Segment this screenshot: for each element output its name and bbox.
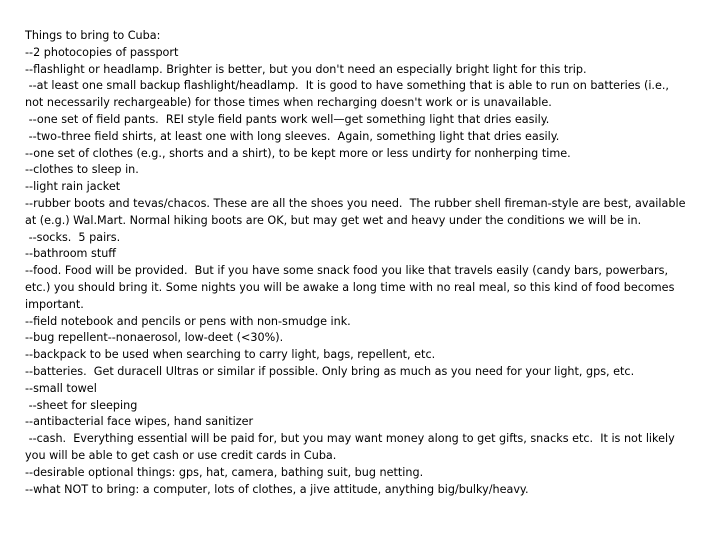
- list-item-towel: --small towel: [25, 381, 97, 395]
- list-item-optional: --desirable optional things: gps, hat, camera, bathing suit, bug netting.: [25, 465, 424, 479]
- list-item-backpack: --backpack to be used when searching to carry light, bags, repellent, etc.: [25, 348, 436, 362]
- list-item-wipes: --antibacterial face wipes, hand sanitizer: [25, 415, 254, 429]
- list-item-clothes: --one set of clothes (e.g., shorts and a shirt), to be kept more or less undirty for nonherping time.: [25, 146, 571, 160]
- list-item-food: --food. Food will be provided. But if you have some snack food you like that travels easily (candy bars, powerbars, etc.) you should bring it. Some nights you will be awake a long time with no real meal, so this kind of food becomes important.: [25, 264, 678, 311]
- list-item-sleep-clothes: --clothes to sleep in.: [25, 163, 139, 177]
- list-item-batteries: --batteries. Get duracell Ultras or similar if possible. Only bring as much as you need for your light, gps, etc.: [25, 364, 635, 378]
- list-item-flashlight: --flashlight or headlamp. Brighter is better, but you don't need an especially bright light for this trip.: [25, 62, 587, 76]
- list-item-sheet: --sheet for sleeping: [25, 398, 138, 412]
- list-item-notebook: --field notebook and pencils or pens with non-smudge ink.: [25, 314, 351, 328]
- list-item-boots: --rubber boots and tevas/chacos. These are all the shoes you need. The rubber shell fireman-style are best, available at (e.g.) Wal.Mart. Normal hiking boots are OK, but may get wet and heavy under the conditions we will be in.: [25, 196, 690, 227]
- list-item-field-pants: --one set of field pants. REI style field pants work well—get something light that dries easily.: [25, 112, 550, 126]
- list-title: Things to bring to Cuba:: [25, 29, 161, 42]
- list-item-backup-flashlight: --at least one small backup flashlight/headlamp. It is good to have something that is able to run on batteries (i.e., not necessarily rechargeable) for those times when recharging doesn't work or is unavailable.: [25, 79, 673, 110]
- list-item-rain-jacket: --light rain jacket: [25, 180, 121, 194]
- list-item-passport: --2 photocopies of passport: [25, 45, 179, 59]
- list-item-field-shirts: --two-three field shirts, at least one with long sleeves. Again, something light that dries easily.: [25, 129, 560, 143]
- packing-list-document: [25, 28, 690, 498]
- list-item-cash: --cash. Everything essential will be paid for, but you may want money along to get gifts, snacks etc. It is not likely you will be able to get cash or use credit cards in Cuba.: [25, 432, 679, 462]
- list-item-bathroom: --bathroom stuff: [25, 247, 117, 261]
- list-item-socks: --socks. 5 pairs.: [25, 230, 121, 244]
- list-item-not-to-bring: --what NOT to bring: a computer, lots of clothes, a jive attitude, anything big/bulky/heavy.: [25, 482, 529, 496]
- list-item-bug-repellent: --bug repellent--nonaerosol, low-deet (<30%).: [25, 331, 284, 345]
